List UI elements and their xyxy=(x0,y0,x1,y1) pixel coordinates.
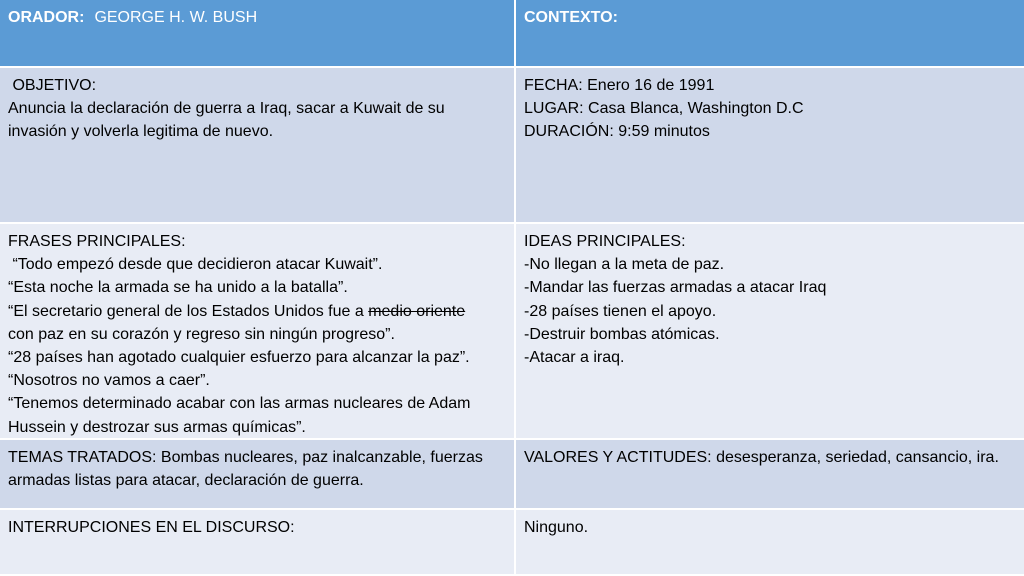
frase-3 xyxy=(8,300,506,323)
interrupciones-value: Ninguno. xyxy=(524,519,589,536)
ideas-title: IDEAS PRINCIPALES: xyxy=(524,233,686,250)
orador-name: GEORGE H. W. BUSH xyxy=(94,9,258,26)
frase-3-start: “El secretario general de los Estados Unidos fue a xyxy=(8,302,369,320)
objetivo-title: OBJETIVO: xyxy=(8,77,97,94)
interrupciones-value-cell xyxy=(516,510,1024,574)
frase-4: “28 países han agotado cualquier esfuerzo para alcanzar la paz”. xyxy=(8,349,470,367)
orador-header-cell xyxy=(0,0,514,66)
idea-item: -No llegan a la meta de paz. xyxy=(524,256,725,274)
valores-cell xyxy=(516,440,1024,508)
interrupciones-label: INTERRUPCIONES EN EL DISCURSO: xyxy=(8,519,295,536)
valores-text: VALORES Y ACTITUDES: desesperanza, seriedad, cansancio, ira. xyxy=(524,449,999,466)
contexto-label: CONTEXTO: xyxy=(524,9,618,26)
temas-text: TEMAS TRATADOS: Bombas nucleares, paz inalcanzable, fuerzas armadas listas para atacar, declaración de guerra. xyxy=(8,449,488,490)
objetivo-text: Anuncia la declaración de guerra a Iraq, sacar a Kuwait de su invasión y volverla legitima de nuevo. xyxy=(8,100,450,141)
frases-title: FRASES PRINCIPALES: xyxy=(8,233,186,250)
lugar-text: LUGAR: Casa Blanca, Washington D.C xyxy=(524,100,804,118)
frase-2: “Esta noche la armada se ha unido a la batalla”. xyxy=(8,279,348,297)
frases-cell xyxy=(0,224,514,438)
frase-3-struck-text: medio oriente xyxy=(368,302,466,320)
idea-item: -Atacar a iraq. xyxy=(524,349,625,367)
fecha-text: FECHA: Enero 16 de 1991 xyxy=(524,77,715,94)
contexto-header-cell xyxy=(516,0,1024,66)
frase-3-end: con paz en su corazón y regreso sin ningún progreso”. xyxy=(8,325,395,343)
ideas-cell xyxy=(516,224,1024,438)
frase-1: “Todo empezó desde que decidieron atacar Kuwait”. xyxy=(8,256,383,274)
contexto-cell xyxy=(516,68,1024,222)
duracion-text: DURACIÓN: 9:59 minutos xyxy=(524,123,710,141)
temas-cell xyxy=(0,440,514,508)
idea-item: -Mandar las fuerzas armadas a atacar Iraq xyxy=(524,279,827,297)
orador-label: ORADOR: xyxy=(8,9,85,26)
frase-6: “Tenemos determinado acabar con las armas nucleares de Adam Hussein y destrozar sus armas químicas”. xyxy=(8,395,475,436)
objetivo-cell xyxy=(0,68,514,222)
frase-5: “Nosotros no vamos a caer”. xyxy=(8,372,210,390)
idea-item: -Destruir bombas atómicas. xyxy=(524,325,720,343)
idea-item: -28 países tienen el apoyo. xyxy=(524,302,717,320)
interrupciones-cell xyxy=(0,510,514,574)
